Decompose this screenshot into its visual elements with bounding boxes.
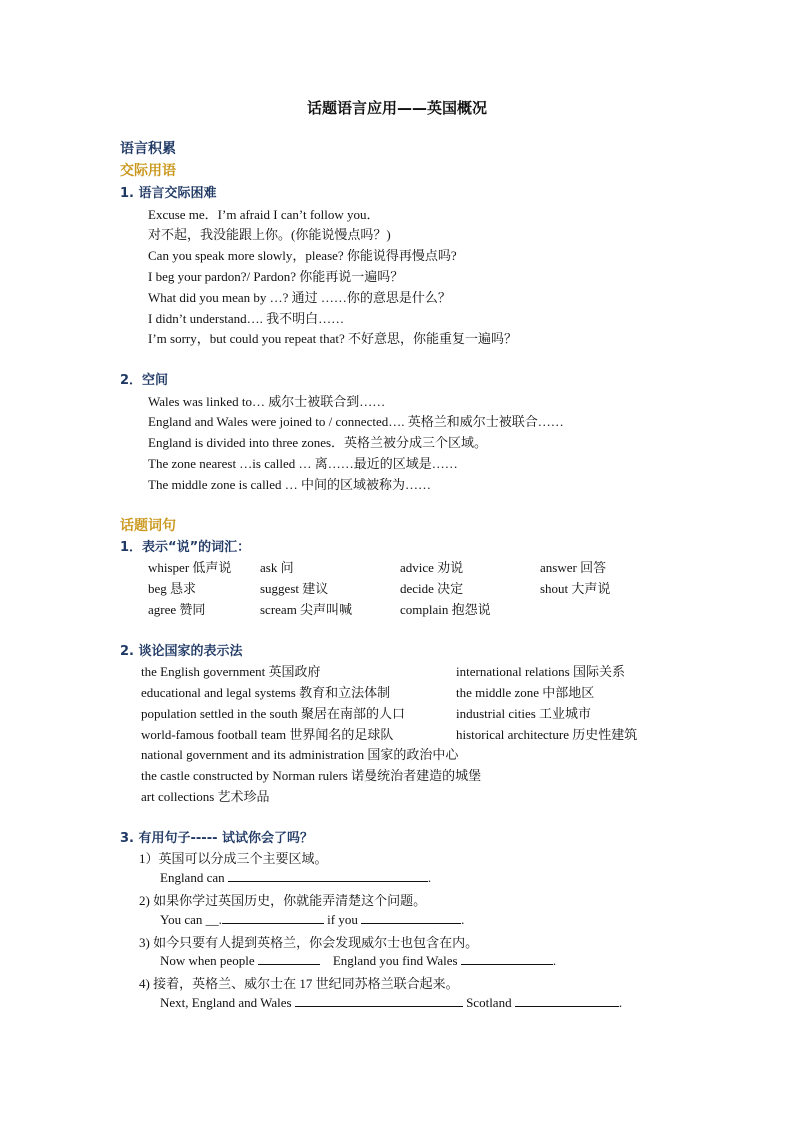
exercise-text: . bbox=[427, 870, 432, 885]
answer-blank[interactable] bbox=[461, 952, 553, 965]
answer-blank[interactable] bbox=[228, 869, 428, 882]
exercise-line bbox=[160, 911, 464, 928]
section-heading-language: 语言积累 bbox=[120, 141, 176, 157]
phrase-item: art collections 艺术珍品 bbox=[141, 789, 270, 804]
heading-difficulty: 1. 语言交际困难 bbox=[120, 186, 217, 201]
answer-blank[interactable] bbox=[515, 994, 619, 1007]
page-title: 话题语言应用——英国概况 bbox=[306, 99, 487, 117]
expression-line: 对不起，我没能跟上你。(你能说慢点吗？) bbox=[148, 227, 391, 242]
space-line: The middle zone is called … 中间的区域被称为…… bbox=[148, 477, 432, 492]
word-item: scream 尖声叫喊 bbox=[260, 602, 353, 617]
word-item: answer 回答 bbox=[540, 560, 607, 575]
answer-blank[interactable] bbox=[361, 911, 461, 924]
expression-line: I didn’t understand…. 我不明白…… bbox=[148, 311, 345, 326]
exercise-line bbox=[160, 952, 556, 969]
phrase-item: population settled in the south 聚居在南部的人口 bbox=[141, 706, 405, 721]
expression-line: I beg your pardon?/ Pardon? 你能再说一遍吗？ bbox=[148, 269, 404, 284]
exercise-prompt: 3) 如今只要有人提到英格兰，你会发现威尔士也包含在内。 bbox=[139, 935, 479, 950]
word-item: ask 问 bbox=[260, 560, 294, 575]
exercise-text: England you find Wales bbox=[332, 953, 458, 968]
answer-blank[interactable] bbox=[222, 911, 324, 924]
space-line: The zone nearest …is called … 离……最近的区域是…… bbox=[148, 456, 458, 471]
phrase-item: the English government 英国政府 bbox=[141, 664, 321, 679]
phrase-item: national government and its administration 国家的政治中心 bbox=[141, 747, 459, 762]
subheading-communication: 交际用语 bbox=[120, 163, 176, 179]
subheading-topic-vocabulary: 话题词句 bbox=[120, 518, 176, 534]
heading-country-expressions: 2. 谈论国家的表示法 bbox=[120, 644, 243, 659]
expression-line: I’m sorry，but could you repeat that? 不好意思，你能重复一遍吗？ bbox=[148, 331, 517, 346]
phrase-item: the middle zone 中部地区 bbox=[456, 685, 595, 700]
phrase-item: world-famous football team 世界闻名的足球队 bbox=[141, 727, 394, 742]
word-item: decide 决定 bbox=[400, 581, 464, 596]
word-item: shout 大声说 bbox=[540, 581, 611, 596]
exercise-text: Scotland bbox=[466, 995, 512, 1010]
exercise-text: Next, England and Wales bbox=[160, 995, 292, 1010]
exercise-prompt: 4) 接着，英格兰、威尔士在 17 世纪同苏格兰联合起来。 bbox=[139, 976, 459, 991]
expression-line: What did you mean by …? 通过 ……你的意思是什么？ bbox=[148, 290, 451, 305]
space-line: England is divided into three zones．英格兰被分成三个区域。 bbox=[148, 435, 488, 450]
expression-line: Can you speak more slowly，please? 你能说得再慢点吗? bbox=[148, 248, 457, 263]
phrase-item: educational and legal systems 教育和立法体制 bbox=[141, 685, 391, 700]
word-item: beg 恳求 bbox=[148, 581, 197, 596]
exercise-prompt: 1）英国可以分成三个主要区域。 bbox=[139, 851, 328, 866]
exercise-text: . bbox=[618, 995, 623, 1010]
heading-useful-sentences: 3. 有用句子----- 试试你会了吗？ bbox=[120, 831, 314, 846]
heading-space: 2．空间 bbox=[120, 373, 169, 388]
exercise-text: . bbox=[461, 912, 465, 927]
exercise-text: You can __. bbox=[160, 912, 222, 927]
exercise-text: if you bbox=[327, 912, 358, 927]
space-line: Wales was linked to… 威尔士被联合到…… bbox=[148, 394, 386, 409]
answer-blank[interactable] bbox=[258, 952, 320, 965]
phrase-item: historical architecture 历史性建筑 bbox=[456, 727, 638, 742]
space-line: England and Wales were joined to / connected…. 英格兰和威尔士被联合…… bbox=[148, 414, 564, 429]
exercise-line bbox=[160, 994, 622, 1011]
word-item: advice 劝说 bbox=[400, 560, 464, 575]
word-item: agree 赞同 bbox=[148, 602, 206, 617]
heading-say-words: 1．表示“说”的词汇： bbox=[120, 540, 251, 555]
exercise-text: . bbox=[552, 953, 557, 968]
expression-line: Excuse me．I’m afraid I can’t follow you． bbox=[148, 207, 380, 222]
exercise-text: England can bbox=[160, 870, 225, 885]
phrase-item: international relations 国际关系 bbox=[456, 664, 625, 679]
phrase-item: industrial cities 工业城市 bbox=[456, 706, 592, 721]
phrase-item: the castle constructed by Norman rulers 诺曼统治者建造的城堡 bbox=[141, 768, 482, 783]
word-item: suggest 建议 bbox=[260, 581, 329, 596]
exercise-line bbox=[160, 869, 431, 886]
answer-blank[interactable] bbox=[295, 994, 463, 1007]
word-item: complain 抱怨说 bbox=[400, 602, 491, 617]
exercise-prompt: 2) 如果你学过英国历史，你就能弄清楚这个问题。 bbox=[139, 893, 427, 908]
exercise-text: Now when people bbox=[160, 953, 255, 968]
word-item: whisper 低声说 bbox=[148, 560, 232, 575]
